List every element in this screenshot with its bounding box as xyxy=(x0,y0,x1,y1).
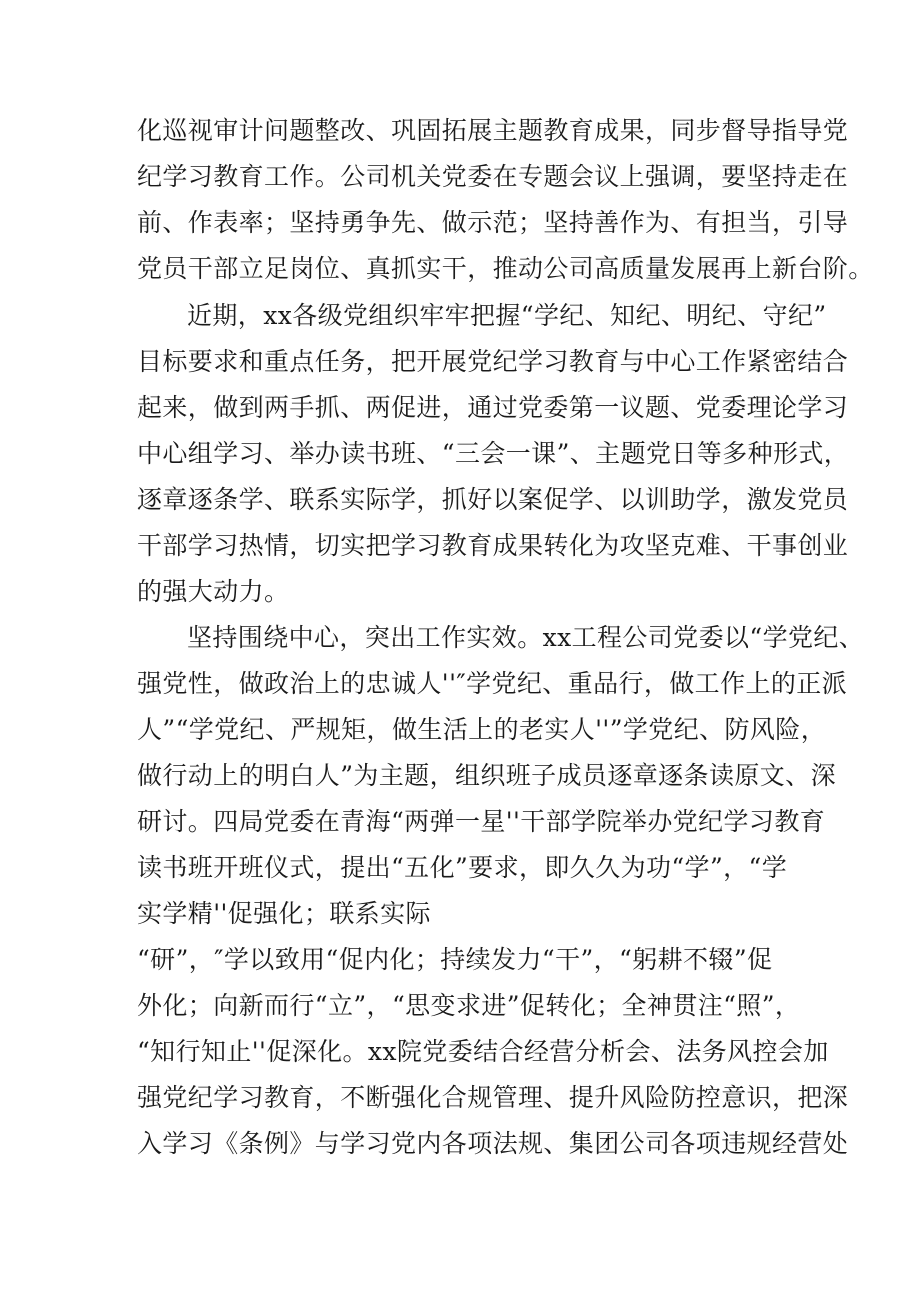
text-line: 化巡视审计问题整改、巩固拓展主题教育成果，同步督导指导党 xyxy=(137,116,849,145)
text-line: 人”“学党纪、严规矩，做生活上的老实人''”学党纪、防风险， xyxy=(137,715,827,744)
text-line: 近期，xx各级党组织牢牢把握“学纪、知纪、明纪、守纪” xyxy=(187,301,827,330)
paragraph-2 xyxy=(137,293,850,615)
text-line: 中心组学习、举办读书班、“三会一课”、主题党日等多种形式， xyxy=(137,439,850,468)
text-line: 实学精''促强化；联系实际 xyxy=(137,899,431,928)
text-line: 读书班开班仪式，提出“五化”要求，即久久为功“学”，“学 xyxy=(137,853,788,882)
text-line: 目标要求和重点任务，把开展党纪学习教育与中心工作紧密结合 xyxy=(137,347,849,376)
text-line: 起来，做到两手抓、两促进，通过党委第一议题、党委理论学习 xyxy=(137,393,849,422)
text-line: 强党性，做政治上的忠诚人''″学党纪、重品行，做工作上的正派 xyxy=(137,669,848,698)
text-line: 研讨。四局党委在青海“两弹一星''干部学院举办党纪学习教育 xyxy=(137,807,826,836)
text-line: 的强大动力。 xyxy=(137,577,290,606)
text-line: 逐章逐条学、联系实际学，抓好以案促学、以训助学，激发党员 xyxy=(137,485,849,514)
text-line: 前、作表率；坚持勇争先、做示范；坚持善作为、有担当，引导 xyxy=(137,208,849,237)
text-line: 干部学习热情，切实把学习教育成果转化为攻坚克难、干事创业 xyxy=(137,531,849,560)
paragraph-3 xyxy=(137,615,865,937)
text-line: “知行知止''促深化。xx院党委结合经营分析会、法务风控会加 xyxy=(137,1037,829,1066)
text-line: 党员干部立足岗位、真抓实干，推动公司高质量发展再上新台阶。 xyxy=(137,254,874,283)
paragraph-1 xyxy=(137,108,874,292)
text-line: 强党纪学习教育，不断强化合规管理、提升风险防控意识，把深 xyxy=(137,1083,849,1112)
text-line: 外化；向新而行“立”，“思变求进”促转化；全神贯注“照”， xyxy=(137,991,801,1020)
text-line: 入学习《条例》与学习党内各项法规、集团公司各项违规经营处 xyxy=(137,1129,849,1158)
text-line: 做行动上的明白人”为主题，组织班子成员逐章逐条读原文、深 xyxy=(137,761,836,790)
text-line: “研”，″学以致用“促内化；持续发力“干”，“躬耕不辍”促 xyxy=(137,945,773,974)
paragraph-4 xyxy=(137,937,849,1167)
text-line: 坚持围绕中心，突出工作实效。xx工程公司党委以“学党纪、 xyxy=(187,623,865,652)
text-line: 纪学习教育工作。公司机关党委在专题会议上强调，要坚持走在 xyxy=(137,162,849,191)
